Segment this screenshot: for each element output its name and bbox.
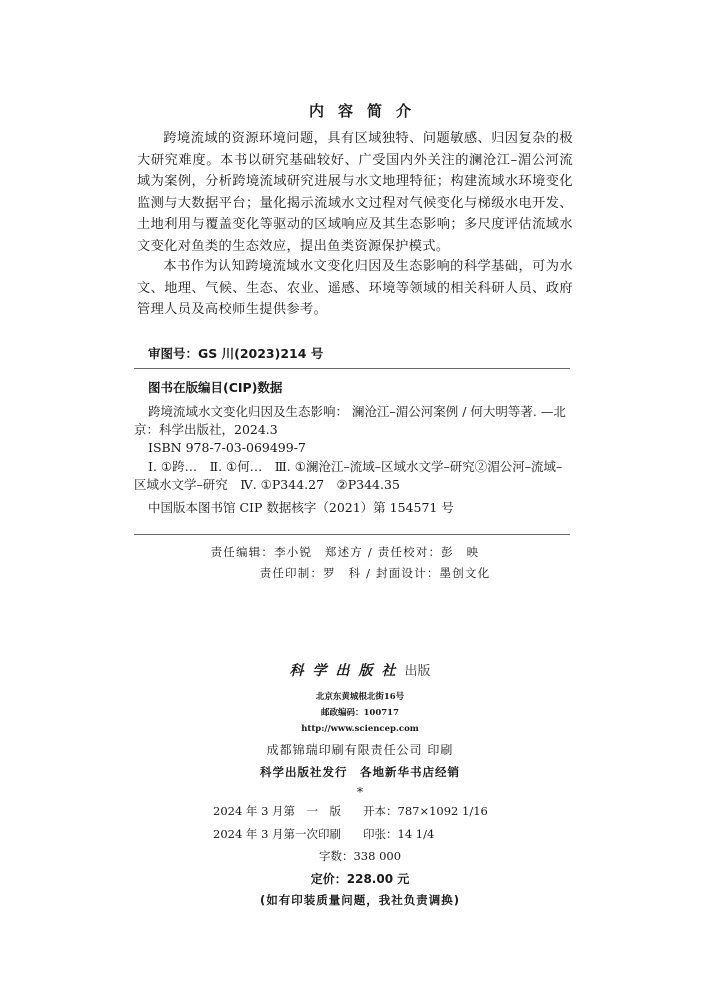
publisher-line bbox=[0, 660, 720, 680]
summary-paragraph-2: 本书作为认知跨境流域水文变化归因及生态影响的科学基础，可为水文、地理、气候、生态、农业、遥感、环境等领域的相关科研人员、政府管理人员及高校师生提供参考。 bbox=[137, 259, 573, 317]
publisher-address: 北京东黄城根北街16号 bbox=[315, 692, 405, 702]
publisher-postcode: 邮政编码：100717 bbox=[321, 708, 399, 718]
isbn: ISBN 978-7-03-069499-7 bbox=[148, 440, 306, 455]
editor-credits: 责任编辑：李小锐 郑述方 / 责任校对：彭 映 bbox=[210, 545, 480, 559]
cip-classification: Ⅰ. ①跨… Ⅱ. ①何… Ⅲ. ①澜沧江–流域–区域水文学–研究②湄公河–流域–区域水文学–研究 Ⅳ. ①P344.27 ②P344.35 bbox=[134, 459, 563, 492]
printer: 成都锦瑞印刷有限责任公司 印刷 bbox=[266, 743, 454, 757]
impression: 2024 年 3 月第一次印刷 bbox=[213, 827, 342, 841]
impression-row bbox=[213, 826, 435, 842]
quality-notice: (如有印装质量问题，我社负责调换) bbox=[259, 893, 460, 907]
edition: 2024 年 3 月第 一 版 bbox=[213, 804, 342, 818]
publisher-website: http://www.sciencep.com bbox=[301, 724, 419, 734]
word-count: 字数：338 000 bbox=[318, 849, 402, 863]
cip-heading: 图书在版编目(CIP)数据 bbox=[148, 380, 283, 395]
publisher-suffix: 出版 bbox=[404, 664, 431, 679]
distribution: 科学出版社发行 各地新华书店经销 bbox=[260, 765, 460, 779]
cip-number: 中国版本图书馆 CIP 数据核字（2021）第 154571 号 bbox=[148, 500, 454, 515]
printed-sheets: 印张：14 1/4 bbox=[363, 827, 435, 841]
book-format: 开本：787×1092 1/16 bbox=[363, 804, 488, 818]
edition-row bbox=[213, 803, 488, 819]
publisher-logo: 科学出版社 bbox=[289, 663, 405, 679]
summary-paragraph-1: 跨境流域的资源环境问题，具有区域独特、问题敏感、归因复杂的极大研究难度。本书以研究基础较好、广受国内外关注的澜沧江–湄公河流域为案例，分析跨境流域研究进展与水文地理特征；构建流域水环境变化监测与大数据平台；量化揭示流域水文过程对气候变化与梯级水电开发、土地利用与覆盖变化等驱动的区域响应及其生态影响；多尺度评估流域水文变化对鱼类的生态效应，提出鱼类资源保护模式。 bbox=[137, 131, 573, 254]
production-credits: 责任印制：罗 科 / 封面设计：墨创文化 bbox=[259, 566, 491, 580]
divider-top bbox=[134, 368, 570, 369]
separator-star: * bbox=[357, 785, 363, 799]
map-review-number: 审图号：GS 川(2023)214 号 bbox=[148, 346, 324, 361]
summary-title: 内容简介 bbox=[308, 102, 425, 120]
price: 定价：228.00 元 bbox=[310, 872, 410, 886]
divider-bottom bbox=[134, 534, 570, 535]
cip-record: 跨境流域水文变化归因及生态影响： 澜沧江–湄公河案例 / 何大明等著. —北京：科学出版社，2024.3 bbox=[134, 404, 566, 437]
